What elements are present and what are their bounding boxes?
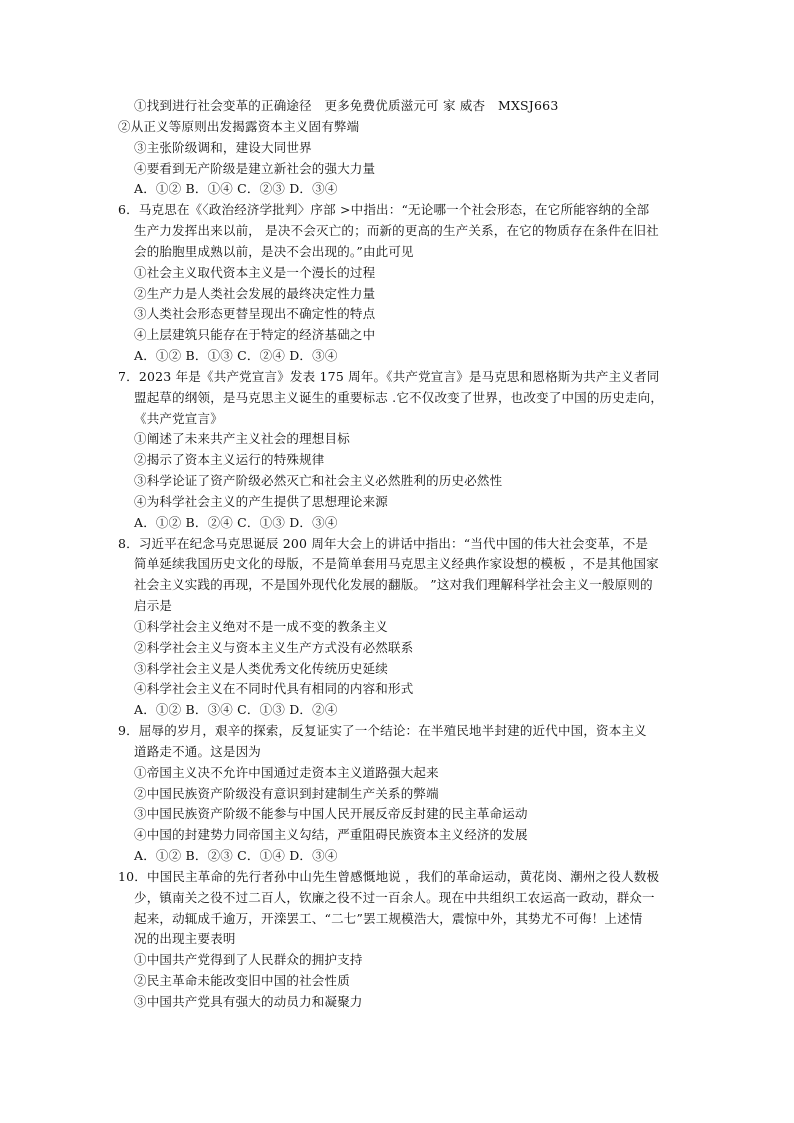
q6-option-4: ④上层建筑只能存在于特定的经济基础之中 — [134, 327, 376, 342]
q8-option-3: ③科学社会主义是人类优秀文化传统历史延续 — [134, 661, 389, 676]
q7-option-2: ②揭示了资本主义运行的特殊规律 — [134, 452, 325, 467]
q10-stem-line-4: 况的出现主要表明 — [134, 931, 236, 946]
q9-stem-line-2: 道路走不通。这是因为 — [134, 744, 262, 759]
q6-option-3: ③人类社会形态更替呈现出不确定性的特点 — [134, 306, 376, 321]
q9-option-2: ②中国民族资产阶级没有意识到封建制生产关系的弊端 — [134, 786, 439, 801]
q10-option-3: ③中国共产党具有强大的动员力和凝聚力 — [134, 994, 363, 1009]
q9-option-1: ①帝国主义决不允许中国通过走资本主义道路强大起来 — [134, 765, 439, 780]
q6-stem-line-2: 生产力发挥出来以前， 是决不会灭亡的；而新的更高的生产关系，在它的物质存在条件在旧社 — [134, 223, 659, 238]
q10-stem-line-1: 10．中国民主革命的先行者孙中山先生曾感慨地说 ，我们的革命运动，黄花岗、潮州之役人数极 — [118, 869, 660, 884]
q9-answers: A．①② B．②③ C．①④ D．③④ — [134, 848, 338, 863]
q7-stem-line-3: 《共产党宣言》 — [134, 411, 223, 426]
q10-stem-line-3: 起来，动辄成千逾万，开滦罢工、“二七”罢工规模浩大，震惊中外，其势尤不可侮！上述情 — [134, 911, 643, 926]
q9-option-3: ③中国民族资产阶级不能参与中国人民开展反帝反封建的民主革命运动 — [134, 806, 528, 821]
q5-option-4: ④要看到无产阶级是建立新社会的强大力量 — [134, 161, 376, 176]
q10-option-2: ②民主革命未能改变旧中国的社会性质 — [134, 973, 350, 988]
q8-answers: A．①② B．③④ C．①③ D．②④ — [134, 702, 338, 717]
q7-option-1: ①阐述了未来共产主义社会的理想目标 — [134, 431, 350, 446]
q7-stem-line-1: 7．2023 年是《共产党宣言》发表 175 周年。《共产党宣言》是马克思和恩格斯为共产主义者同 — [118, 369, 660, 384]
q8-stem-line-1: 8．习近平在纪念马克思诞辰 200 周年大会上的讲话中指出：“当代中国的伟大社会变革，不是 — [118, 536, 649, 551]
q10-stem-line-2: 少，镇南关之役不过二百人，钦廉之役不过一百余人。现在中共组织工农运高一政动，群众一 — [134, 890, 655, 905]
q7-option-3: ③科学论证了资产阶级必然灭亡和社会主义必然胜利的历史必然性 — [134, 473, 503, 488]
q5-option-3: ③主张阶级调和，建设大同世界 — [134, 140, 312, 155]
q7-stem-line-2: 盟起草的纲领，是马克思主义诞生的重要标志 .它不仅改变了世界，也改变了中国的历史走向， — [134, 390, 664, 405]
q9-stem-line-1: 9．屈辱的岁月，艰辛的探索，反复证实了一个结论：在半殖民地半封建的近代中国，资本主义 — [118, 723, 647, 738]
q6-stem-line-1: 6．马克思在《〈政治经济学批判〉序部 >中指出：“无论哪一个社会形态，在它所能容纳的全部 — [118, 202, 650, 217]
q6-stem-line-3: 会的胎胞里成熟以前，是决不会出现的。”由此可见 — [134, 244, 414, 259]
q8-option-1: ①科学社会主义绝对不是一成不变的教条主义 — [134, 619, 389, 634]
q5-option-2: ②从正义等原则出发揭露资本主义固有弊端 — [118, 119, 360, 134]
q6-answers: A．①② B．①③ C．②④ D．③④ — [134, 348, 338, 363]
q9-option-4: ④中国的封建势力同帝国主义勾结，严重阻碍民族资本主义经济的发展 — [134, 827, 528, 842]
q5-answers: A．①② B．①④ C．②③ D．③④ — [134, 181, 338, 196]
q8-option-2: ②科学社会主义与资本主义生产方式没有必然联系 — [134, 640, 414, 655]
q7-answers: A．①② B．②④ C．①③ D．③④ — [134, 515, 338, 530]
q10-option-1: ①中国共产党得到了人民群众的拥护支持 — [134, 952, 363, 967]
q6-option-2: ②生产力是人类社会发展的最终决定性力量 — [134, 286, 376, 301]
q8-stem-line-4: 启示是 — [134, 598, 173, 613]
q6-option-1: ①社会主义取代资本主义是一个漫长的过程 — [134, 265, 376, 280]
q8-stem-line-2: 简单延续我国历史文化的母版，不是简单套用马克思主义经典作家设想的模板 ，不是其他国家 — [134, 556, 659, 571]
q8-option-4: ④科学社会主义在不同时代具有相同的内容和形式 — [134, 681, 414, 696]
q7-option-4: ④为科学社会主义的产生提供了思想理论来源 — [134, 494, 389, 509]
q5-option-1: ①找到进行社会变革的正确途径 更多免费优质滋元可 家 威杏 MXSJ663 — [134, 98, 559, 113]
q8-stem-line-3: 社会主义实践的再现，不是国外现代化发展的翻版。 ”这对我们理解科学社会主义一般原则的 — [134, 577, 653, 592]
